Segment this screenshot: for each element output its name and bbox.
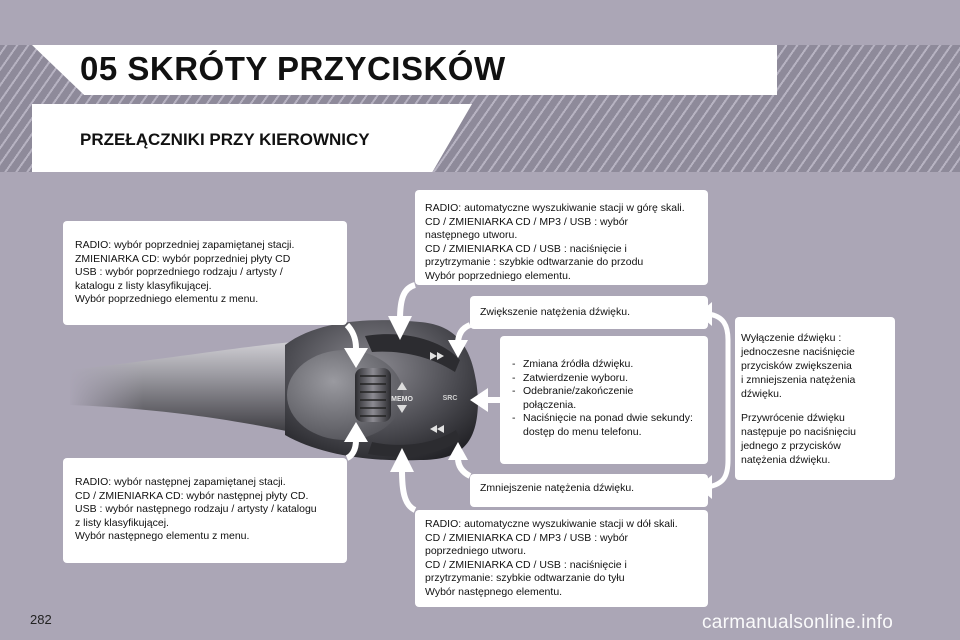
rotary-wheel[interactable] (355, 368, 391, 422)
callout-next-preset-text: RADIO: wybór następnej zapamiętanej stacji. CD / ZMIENIARKA CD: wybór następnej płyty CD. USB : wybór następnego rodzaju / artysty / katalogu z listy klasyfikującej. Wybór następnego elementu z menu. (75, 476, 317, 543)
src-label[interactable]: SRC (442, 395, 458, 402)
memo-label: MEMO (391, 396, 413, 403)
callout-seek-up (415, 190, 708, 285)
callout-mute-on-text: Wyłączenie dźwięku : jednoczesne naciśnięcie przycisków zwiększenia i zmniejszenia natężenia dźwięku. (741, 332, 856, 400)
callout-mute (735, 317, 895, 480)
callout-previous-preset-text: RADIO: wybór poprzedniej zapamiętanej stacji. ZMIENIARKA CD: wybór poprzedniej płyty CD USB : wybór poprzedniego rodzaju / artysty / katalogu z listy klasyfikującej. Wybór poprzedniego elementu z menu. (75, 239, 295, 306)
list-item: - Naciśnięcie na ponad dwie sekundy: dostęp do menu telefonu. (512, 412, 700, 439)
list-item: - Odebranie/zakończenie połączenia. (512, 385, 700, 412)
page-number: 282 (30, 612, 52, 627)
callout-mode-button (500, 336, 708, 464)
callout-seek-down (415, 510, 708, 607)
watermark: carmanualsonline.info (702, 612, 894, 633)
callout-volume-up-text: Zwiększenie natężenia dźwięku. (480, 306, 630, 318)
callout-volume-up (470, 296, 708, 329)
callout-seek-down-text: RADIO: automatyczne wyszukiwanie stacji w dół skali. CD / ZMIENIARKA CD / MP3 / USB : wybór poprzedniego utworu. CD / ZMIENIARKA CD / USB : naciśnięcie i przytrzymanie: szybkie odtwarzanie do tyłu Wybór następnego elementu. (425, 518, 678, 598)
callout-next-preset (63, 458, 347, 563)
page-title: 05 SKRÓTY PRZYCISKÓW (80, 50, 506, 87)
list-item: - Zmiana źródła dźwięku. (512, 358, 700, 372)
mode-function-list (512, 358, 700, 440)
callout-volume-down-text: Zmniejszenie natężenia dźwięku. (480, 482, 635, 494)
callout-seek-up-text: RADIO: automatyczne wyszukiwanie stacji w górę skali. CD / ZMIENIARKA CD / MP3 / USB : wybór następnego utworu. CD / ZMIENIARKA CD / USB : naciśnięcie i przytrzymanie : szybkie odtwarzanie do przodu Wybór poprzedniego elementu. (425, 202, 685, 282)
callout-volume-down (470, 474, 708, 507)
section-title: PRZEŁĄCZNIKI PRZY KIEROWNICY (80, 130, 370, 149)
callout-previous-preset (63, 221, 347, 325)
list-item: - Zatwierdzenie wyboru. (512, 372, 700, 386)
callout-mute-off-text: Przywrócenie dźwięku następuje po naciśnięciu jednego z przycisków natężenia dźwięku. (741, 412, 856, 466)
